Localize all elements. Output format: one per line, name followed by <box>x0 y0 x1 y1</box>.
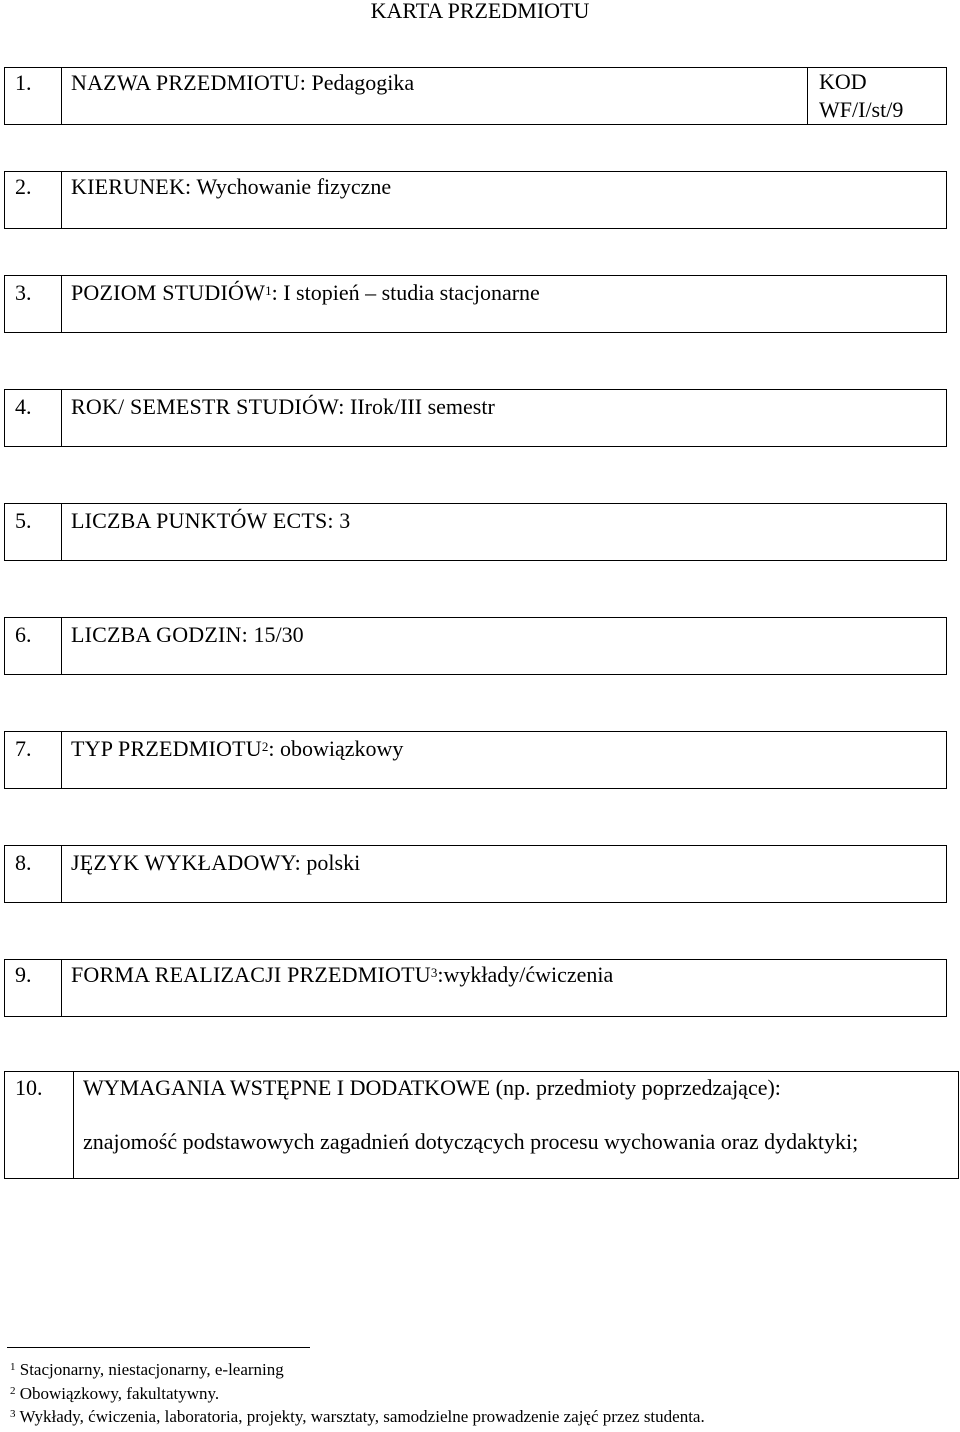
row-forma-realizacji <box>4 959 947 1017</box>
field-value: IIrok/III semestr <box>350 394 495 419</box>
field-value: 15/30 <box>253 622 304 647</box>
row-punkty-ects <box>4 503 947 561</box>
field-value: wykłady/ćwiczenia <box>443 962 614 987</box>
footnote-mark: 2 <box>10 1385 16 1397</box>
row-number-cell <box>5 960 62 1016</box>
footnote-mark: 3 <box>10 1408 16 1420</box>
footnote-text: Wykłady, ćwiczenia, laboratoria, projekty, warsztaty, samodzielne prowadzenie zajęć przez studenta. <box>19 1407 705 1426</box>
row-wymagania-wstepne <box>4 1071 959 1179</box>
row-number-cell <box>5 732 62 788</box>
field-value: 3 <box>339 508 351 533</box>
field-label: TYP PRZEDMIOTU <box>71 736 262 761</box>
field-label: LICZBA PUNKTÓW ECTS: <box>71 508 334 533</box>
row-content <box>71 280 540 306</box>
row-number: 8. <box>15 850 32 875</box>
row-content <box>71 70 414 96</box>
row-rok-semestr <box>4 389 947 447</box>
row-number-cell <box>5 846 62 902</box>
footnote-ref: 2 <box>261 739 269 754</box>
field-label: KIERUNEK: <box>71 174 192 199</box>
row-number: 7. <box>15 736 32 761</box>
field-label: POZIOM STUDIÓW <box>71 280 266 305</box>
label-suffix: : <box>271 280 278 305</box>
row-number: 4. <box>15 394 32 419</box>
row-number: 6. <box>15 622 32 647</box>
row-content <box>71 736 403 762</box>
footnote <box>10 1406 705 1428</box>
footnote-text: Obowiązkowy, fakultatywny. <box>19 1384 220 1403</box>
field-label: JĘZYK WYKŁADOWY: <box>71 850 301 875</box>
row-content <box>71 962 613 988</box>
row-number: 1. <box>15 70 32 95</box>
row-poziom-studiow <box>4 275 947 333</box>
field-value: obowiązkowy <box>279 736 404 761</box>
field-label: LICZBA GODZIN: <box>71 622 248 647</box>
kod-label: KOD <box>819 69 867 94</box>
row-number: 3. <box>15 280 32 305</box>
row-liczba-godzin <box>4 617 947 675</box>
row-nazwa-przedmiotu <box>4 67 947 125</box>
row-content <box>71 850 360 876</box>
field-value: Wychowanie fizyczne <box>196 174 392 199</box>
row-number-cell <box>5 68 62 124</box>
row-number-cell <box>5 172 62 228</box>
field-label: FORMA REALIZACJI PRZEDMIOTU <box>71 962 431 987</box>
row-content <box>71 622 304 648</box>
field-label: NAZWA PRZEDMIOTU: <box>71 70 307 95</box>
row-typ-przedmiotu <box>4 731 947 789</box>
field-value: znajomość podstawowych zagadnień dotyczących procesu wychowania oraz dydaktyki; <box>83 1129 859 1154</box>
kod-value: WF/I/st/9 <box>819 97 904 122</box>
row-kierunek <box>4 171 947 229</box>
row-content <box>71 174 391 200</box>
field-value: polski <box>306 850 361 875</box>
footnote <box>10 1359 284 1381</box>
row-content <box>71 508 350 534</box>
footnote <box>10 1383 219 1405</box>
row-number-cell <box>5 276 62 332</box>
row-number-cell <box>5 1072 74 1178</box>
footnote-mark: 1 <box>10 1361 16 1373</box>
label-suffix: : <box>268 736 275 761</box>
row-content <box>71 394 495 420</box>
kod-cell <box>807 68 946 124</box>
footnote-text: Stacjonarny, niestacjonarny, e-learning <box>19 1360 284 1379</box>
row-number: 10. <box>15 1075 43 1100</box>
footnote-ref: 1 <box>265 283 272 298</box>
field-value: Pedagogika <box>311 70 415 95</box>
footnote-separator <box>7 1347 310 1348</box>
row-jezyk-wykladowy <box>4 845 947 903</box>
row-number-cell <box>5 618 62 674</box>
row-number: 5. <box>15 508 32 533</box>
row-number-cell <box>5 390 62 446</box>
footnote-ref: 3 <box>430 965 438 980</box>
row-number: 2. <box>15 174 32 199</box>
row-number-cell <box>5 504 62 560</box>
row-number: 9. <box>15 962 32 987</box>
label-suffix: : <box>437 962 444 987</box>
page-title: KARTA PRZEDMIOTU <box>370 0 590 23</box>
field-label: ROK/ SEMESTR STUDIÓW: <box>71 394 345 419</box>
field-value: I stopień – studia stacjonarne <box>283 280 540 305</box>
field-label: WYMAGANIA WSTĘPNE I DODATKOWE (np. przedmioty poprzedzające): <box>83 1075 781 1100</box>
